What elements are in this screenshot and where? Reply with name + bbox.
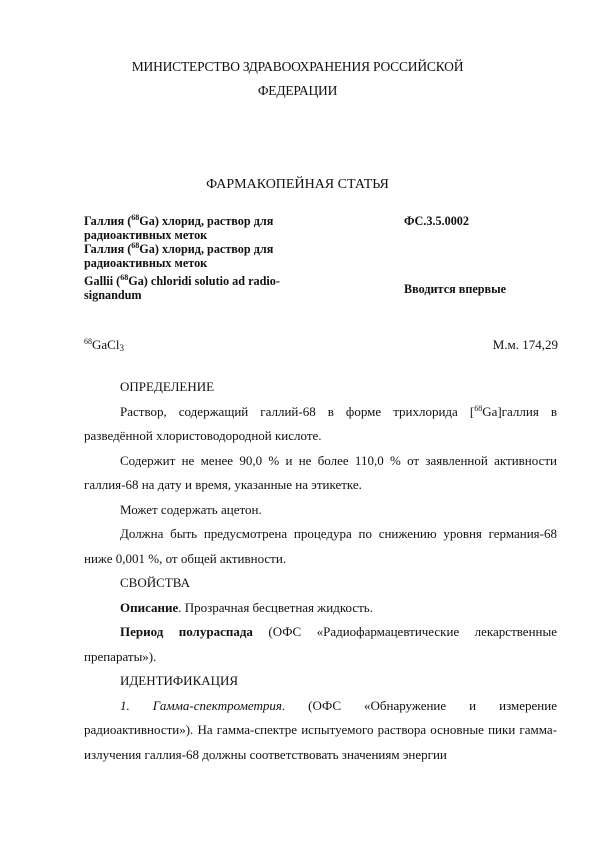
definition-paragraph-1: Раствор, содержащий галлий-68 в форме трихлорида [$^{68}$Ga]галлия в разведённой хлористоводородной кислоте.: [84, 403, 557, 443]
ministry-line-1: МИНИСТЕРСТВО ЗДРАВООХРАНЕНИЯ РОССИЙСКОЙ: [131, 59, 464, 74]
title-ru-1-cont: радиоактивных меток: [84, 228, 208, 242]
ministry-line-2: ФЕДЕРАЦИИ: [257, 83, 338, 98]
halflife-paragraph: Период полураспада (ОФС «Радиофармацевтические лекарственные препараты»).: [84, 624, 557, 664]
halflife-label: Период полураспада: [120, 624, 253, 639]
title-ru-1: Галлия ($^{68}$Ga) хлорид, раствор для: [84, 213, 274, 228]
description-label: Описание: [120, 599, 179, 615]
section-heading-identification: ИДЕНТИФИКАЦИЯ: [120, 673, 239, 688]
title-ru-2: Галлия ($^{68}$Ga) хлорид, раствор для: [84, 241, 274, 256]
fs-code: ФС.3.5.0002: [404, 214, 469, 228]
description-paragraph: Описание. Прозрачная бесцветная жидкость.: [120, 599, 373, 615]
introduction-status: Вводится впервые: [404, 282, 507, 296]
section-heading-definition: ОПРЕДЕЛЕНИЕ: [120, 379, 215, 394]
definition-paragraph-2: Содержит не менее 90,0 % и не более 110,0 % от заявленной активности галлия-68 на дату и время, указанные на этикетке.: [84, 452, 557, 492]
title-latin-cont: signandum: [84, 288, 142, 302]
document-type-title: ФАРМАКОПЕЙНАЯ СТАТЬЯ: [206, 177, 389, 192]
molar-mass: М.м. 174,29: [492, 337, 558, 352]
gamma-spectrometry-label: 1. Гамма-спектрометрия: [120, 697, 282, 713]
title-ru-2-cont: радиоактивных меток: [84, 256, 208, 270]
ministry-header: [60, 55, 535, 103]
definition-paragraph-3: Может содержать ацетон.: [120, 501, 262, 517]
monograph-title-block: [84, 214, 324, 302]
section-heading-properties: СВОЙСТВА: [120, 575, 190, 590]
monograph-body: [84, 375, 557, 767]
definition-paragraph-4: Должна быть предусмотрена процедура по снижению уровня германия-68 ниже 0,001 %, от общей активности.: [84, 526, 557, 566]
gamma-spectrometry-paragraph: 1. Гамма-спектрометрия. (ОФС «Обнаружение и измерение радиоактивности»). На гамма-спектре испытуемого раствора основные пики гамма-излучения галлия-68 должны соответствовать значениям энергии: [84, 697, 557, 762]
chemical-formula: $^{68}$GaCl$_3$: [84, 337, 124, 353]
title-latin: Gallii ($^{68}$Ga) chloridi solutio ad radio-: [84, 273, 280, 288]
